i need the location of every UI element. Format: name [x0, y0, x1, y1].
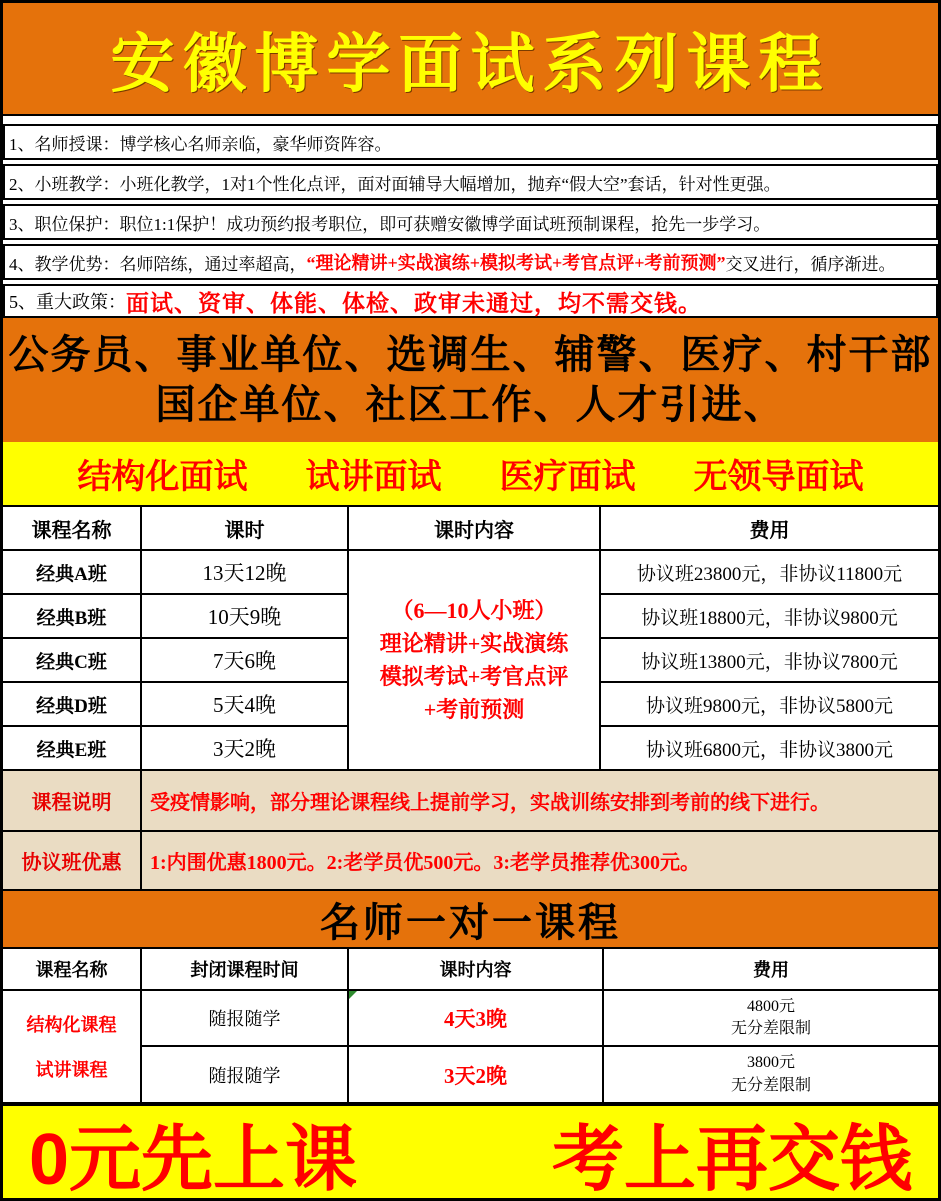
- course-hours-cell: 10天9晚: [142, 595, 349, 639]
- course-fee-cell: 协议班13800元，非协议7800元: [601, 639, 938, 683]
- column-header: 课时内容: [349, 507, 601, 551]
- one-on-one-band: [3, 891, 938, 949]
- footer-slogan-band: [3, 1104, 938, 1200]
- feature-text: 1、名师授课：博学核心名师亲临，豪华师资阵容。: [9, 134, 392, 154]
- feature-item-2: [3, 164, 938, 200]
- content-line: 模拟考试+考官点评: [379, 664, 569, 689]
- features-list: [3, 116, 938, 318]
- course-hours-cell: 7天6晚: [142, 639, 349, 683]
- content-line: （6—10人小班）: [391, 598, 557, 623]
- course-fee-cell: [604, 1047, 938, 1104]
- audience-line-2: 国企单位、社区工作、人才引进、: [155, 383, 786, 427]
- course-fee-cell: 协议班23800元，非协议11800元: [601, 551, 938, 595]
- note-label: 课程说明: [3, 771, 142, 830]
- content-line: 理论精讲+实战演练: [379, 631, 569, 656]
- course-hours-cell: 13天12晚: [142, 551, 349, 595]
- course-content-cell: [349, 991, 604, 1047]
- fee-amount: 3800元: [746, 1054, 795, 1072]
- poster-title: 安徽博学面试系列课程: [110, 28, 831, 100]
- course-content-merged-cell: [349, 551, 601, 771]
- feature-text: 交叉进行，循序渐进。: [725, 254, 896, 274]
- course-name-cell: 经典D班: [3, 683, 142, 727]
- feature-highlight: “理论精讲+实战演练+模拟考试+考官点评+考前预测”: [306, 253, 726, 273]
- feature-highlight: 面试、资审、体能、体检、政审未通过，均不需交钱。: [126, 290, 702, 316]
- course-time-cell: 随报随学: [142, 991, 349, 1047]
- feature-item-4: [3, 244, 938, 280]
- interview-type: 医疗面试: [499, 458, 636, 496]
- course-name-cell: 经典E班: [3, 727, 142, 771]
- audience-band: [3, 318, 938, 442]
- feature-item-5: [3, 284, 938, 318]
- feature-text: 5、重大政策：: [9, 292, 126, 312]
- interview-type: 试讲面试: [305, 458, 442, 496]
- interview-type: 无领导面试: [693, 458, 864, 496]
- poster-header: [3, 3, 938, 116]
- course-name: 结构化课程: [26, 1014, 117, 1035]
- one-on-one-band-title: 名师一对一课程: [320, 900, 621, 945]
- column-header: 封闭课程时间: [142, 949, 349, 991]
- course-fee-cell: 协议班6800元，非协议3800元: [601, 727, 938, 771]
- content-text: 4天3晚: [444, 1007, 507, 1031]
- course-fee-cell: 协议班9800元，非协议5800元: [601, 683, 938, 727]
- interview-types-band: [3, 442, 938, 505]
- note-text: 受疫情影响，部分理论课程线上提前学习，实战训练安排到考前的线下进行。: [150, 792, 830, 814]
- note-row-discount: [3, 832, 938, 891]
- course-time-cell: 随报随学: [142, 1047, 349, 1104]
- interview-type: 结构化面试: [77, 458, 248, 496]
- note-label: 协议班优惠: [3, 832, 142, 889]
- fee-amount: 4800元: [746, 997, 795, 1015]
- column-header: 费用: [604, 949, 938, 991]
- footer-slogan-right: 考上再交钱: [551, 1120, 912, 1200]
- cell-corner-marker: [349, 991, 357, 999]
- column-header: 课程名称: [3, 507, 142, 551]
- course-name: 试讲课程: [35, 1060, 108, 1081]
- one-on-one-table: [3, 949, 938, 1104]
- course-fee-cell: [604, 991, 938, 1047]
- feature-text: 4、教学优势：名师陪练，通过率超高，: [9, 254, 307, 274]
- feature-item-1: [3, 124, 938, 160]
- course-fee-cell: 协议班18800元，非协议9800元: [601, 595, 938, 639]
- content-text: 3天2晚: [444, 1063, 507, 1088]
- course-name-cell: 经典B班: [3, 595, 142, 639]
- feature-item-3: [3, 204, 938, 240]
- fee-note: 无分差限制: [730, 1076, 811, 1094]
- course-hours-cell: 5天4晚: [142, 683, 349, 727]
- content-line: +考前预测: [423, 697, 525, 722]
- course-table: [3, 505, 938, 771]
- note-text: 1:内围优惠1800元。2:老学员优500元。3:老学员推荐优300元。: [150, 852, 700, 874]
- course-name-cell: 经典A班: [3, 551, 142, 595]
- course-content-cell: [349, 1047, 604, 1104]
- column-header: 课时内容: [349, 949, 604, 991]
- column-header: 课时: [142, 507, 349, 551]
- note-row-course-description: [3, 771, 938, 832]
- course-name-cell: 经典C班: [3, 639, 142, 683]
- fee-note: 无分差限制: [730, 1020, 811, 1037]
- feature-text: 3、职位保护：职位1:1保护！成功预约报考职位，即可获赠安徽博学面试班预制课程，抢先一步学习。: [9, 214, 771, 234]
- footer-slogan-left: 0元先上课: [29, 1120, 358, 1200]
- column-header: 费用: [601, 507, 938, 551]
- audience-line-1: 公务员、事业单位、选调生、辅警、医疗、村干部: [8, 333, 933, 377]
- course-hours-cell: 3天2晚: [142, 727, 349, 771]
- column-header: 课程名称: [3, 949, 142, 991]
- feature-text: 2、小班教学：小班化教学，1对1个性化点评，面对面辅导大幅增加，抛弃“假大空”套话，针对性更强。: [9, 174, 781, 194]
- course-name-merged-cell: [3, 991, 142, 1104]
